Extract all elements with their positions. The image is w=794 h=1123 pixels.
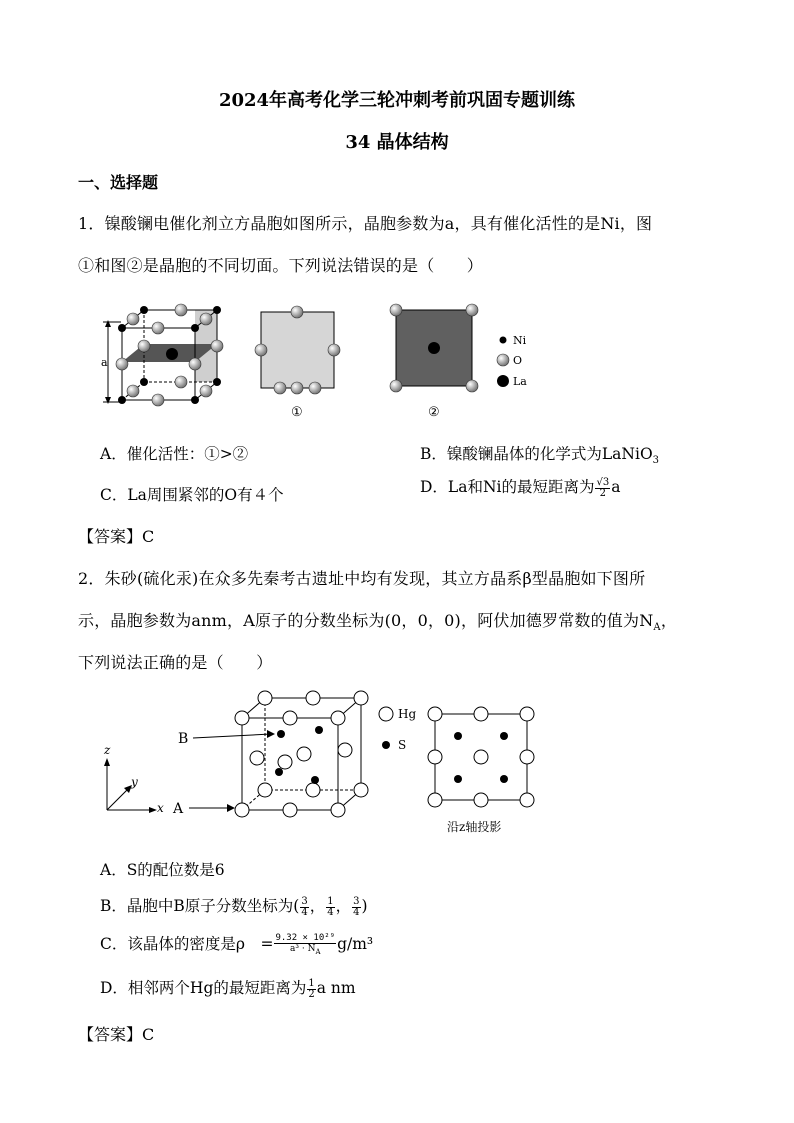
q2-option-d: D．相邻两个Hg的最短距离为 $\frac{1}{2}$ a nm [100,977,356,1000]
legend-la-label: La [513,375,527,388]
q2-stem-line2: 示，晶胞参数为anm，A原子的分数坐标为(0，0，0)，阿伏加德罗常数的值为$N_A$， [78,611,678,634]
q1-section-2-label: ② [428,405,440,420]
q1-figure [95,292,555,427]
q2-option-b: B．晶胞中B原子分数坐标为( $\frac{3}{4}$ ， $\frac{1}{4}$ ， $\frac{3}{4}$ ) [100,895,368,918]
document-subtitle: 34 晶体结构 [345,132,449,153]
q1-section-1-label: ① [291,405,303,420]
q2-axis-z: z [104,743,111,757]
q2-option-a: A．S的配位数是6 [100,861,225,879]
q2-stem-line1: 2．朱砂(硫化汞)在众多先秦考古遗址中均有发现，其立方晶系β型晶胞如下图所 [78,569,646,588]
legend-ni-label: Ni [513,334,527,347]
legend-hg-label: Hg [398,707,417,721]
q2-label-a: A [173,801,184,817]
q1-option-a: A．催化活性：①>② [100,445,249,463]
q2-answer: 【答案】C [78,1025,155,1044]
q1-option-d: D．La和Ni的最短距离为 $\frac{√3}{2}$ a [420,476,621,499]
q2-legend [379,707,416,752]
q2-projection [428,707,534,834]
q1-section-2 [390,304,478,420]
q1-legend [497,334,527,388]
q1-section-1 [255,306,340,420]
q1-stem-line2: ①和图②是晶胞的不同切面。下列说法错误的是（ ） [78,256,484,275]
q2-label-b: B [178,731,189,747]
q1-answer: 【答案】C [78,527,155,546]
q1-stem-line1: 1．镍酸镧电催化剂立方晶胞如图所示，晶胞参数为a，具有催化活性的是Ni，图 [78,214,653,233]
q2-stem-line3: 下列说法正确的是（ ） [78,653,273,672]
q1-option-c: C．La周围紧邻的O有４个 [100,486,284,504]
q1-option-b: B．镍酸镧晶体的化学式为LaNiO$_3$ [420,445,660,467]
q2-axis-x: x [157,801,164,815]
q2-projection-caption: 沿z轴投影 [447,820,502,834]
section-heading: 一、选择题 [78,173,159,192]
document-title: 2024年高考化学三轮冲刺考前巩固专题训练 [218,90,576,111]
q2-axis-y: y [131,775,138,789]
q2-figure [95,688,565,838]
q1-dim-label: a [101,356,108,369]
q2-option-c: C．该晶体的密度是ρ = $\frac{\text{9.32 × 10²⁹}}{a^3 \cdot N_A}$ g/m³ [100,933,374,956]
legend-o-label: O [513,354,523,367]
legend-s-label: S [398,738,407,752]
q1-unit-cell [101,304,223,406]
